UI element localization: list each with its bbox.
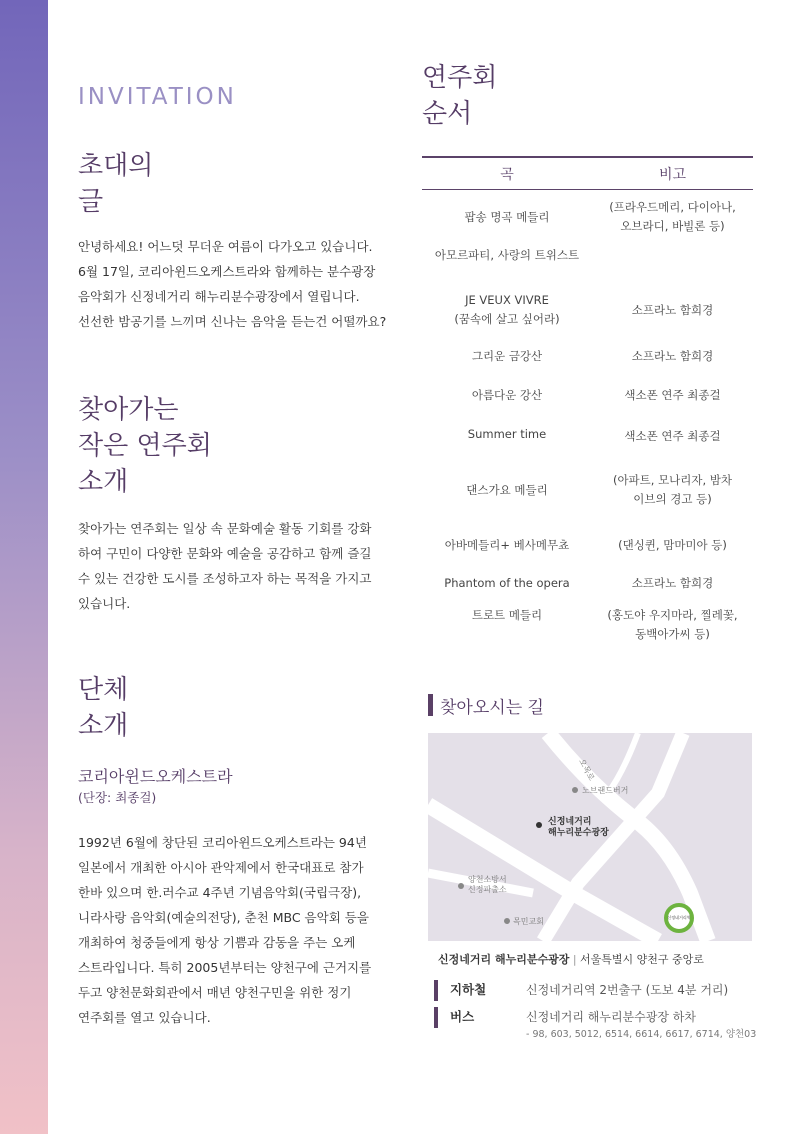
bus-label: 버스 [450, 1009, 475, 1024]
table-row [422, 190, 753, 244]
song-cell [422, 386, 592, 405]
text-line: 안녕하세요! 어느덧 무더운 여름이 다가오고 있습니다. [78, 239, 373, 254]
table-row [422, 244, 753, 284]
text-line: 음악회가 신정네거리 해누리분수광장에서 열립니다. [78, 289, 360, 304]
text-line: 찾아가는 연주회는 일상 속 문화예술 활동 기회를 강화 [78, 521, 372, 536]
song-cell [422, 347, 592, 366]
table-row [422, 414, 753, 454]
text-line: 1992년 6월에 창단된 코리아윈드오케스트라는 94년 [78, 835, 367, 850]
song-cell [422, 208, 592, 227]
directions-title-text: 찾아오시는 길 [440, 697, 544, 718]
concert-intro-text [78, 516, 371, 616]
separator: | [569, 953, 581, 966]
table-header [422, 158, 753, 189]
song-cell [422, 244, 592, 265]
text-line: 선선한 밤공기를 느끼며 신나는 음악을 듣는건 어떨까요? [78, 314, 387, 329]
note-cell [592, 386, 753, 405]
info-bar [434, 980, 438, 1001]
group-intro-title-line: 단체 [78, 675, 129, 705]
table-row [422, 376, 753, 414]
table-row [422, 284, 753, 336]
group-intro-title-line: 소개 [78, 711, 129, 741]
text-line: 6월 17일, 코리아윈드오케스트라와 함께하는 분수광장 [78, 264, 376, 279]
program-title [422, 60, 497, 132]
bus-value: 신정네거리 해누리분수광장 하차 [526, 1010, 696, 1024]
venue-name: 신정네거리 해누리분수광장 [438, 953, 570, 966]
address-text: 서울특별시 양천구 중앙로 [580, 953, 704, 966]
note-text: 색소폰 연주 최종걸 [624, 387, 721, 402]
program-title-line: 연주회 [422, 63, 498, 93]
song-text: 댄스가요 메들리 [466, 482, 548, 497]
table-row [422, 526, 753, 564]
text-line: 수 있는 건강한 도시를 조성하고자 하는 목적을 가지고 [78, 571, 372, 586]
greeting-title-line: 초대의 [78, 151, 154, 181]
program-table [422, 156, 753, 654]
song-text: (꿈속에 살고 싶어라) [454, 312, 560, 326]
concert-intro-title-line: 작은 연주회 [78, 431, 212, 461]
landmark-label-line: 신정파출소 [468, 885, 507, 894]
note-cell [592, 198, 753, 236]
song-text: 그리운 금강산 [471, 348, 543, 363]
song-cell [422, 536, 592, 555]
greeting-title [78, 148, 153, 220]
note-cell [592, 423, 753, 446]
note-text: (프라우드메리, 다이아나, [609, 200, 736, 214]
note-cell [592, 301, 753, 320]
venue-label [548, 817, 609, 839]
note-cell [592, 536, 753, 555]
note-cell [592, 574, 753, 593]
invitation-heading: INVITATION [78, 84, 237, 110]
location-map[interactable] [428, 733, 752, 941]
text-line: 두고 양천문화회관에서 매년 양천구민을 위한 정기 [78, 985, 352, 1000]
landmark-dot [504, 918, 510, 924]
note-text: 소프라노 함희경 [631, 302, 714, 317]
landmark-label: 노브랜드버거 [582, 786, 629, 795]
song-cell [422, 291, 592, 329]
note-text: 이브의 경고 등) [633, 492, 712, 506]
text-line: 일본에서 개최한 아시아 관악제에서 한국대표로 참가 [78, 860, 364, 875]
landmark-label-line: 양천소방서 [468, 875, 507, 884]
directions-title [428, 693, 544, 717]
venue-address [438, 951, 704, 967]
map-road [608, 733, 638, 793]
note-text: 소프라노 함희경 [631, 348, 714, 363]
station-label: 신정네거리역 [667, 915, 691, 920]
group-intro-text [78, 830, 371, 1030]
note-text: (홍도야 우지마라, 찔레꽃, [607, 608, 738, 622]
song-text: 트로트 메들리 [471, 608, 543, 622]
concert-intro-title-line: 소개 [78, 467, 129, 497]
subway-label: 지하철 [450, 982, 487, 997]
concert-intro-title [78, 392, 212, 500]
note-text: 색소폰 연주 최종걸 [624, 428, 721, 443]
venue-label-line: 해누리분수광장 [548, 828, 609, 838]
subway-station-marker [664, 903, 694, 933]
text-line: 있습니다. [78, 596, 131, 611]
landmark-label: 목민교회 [513, 917, 544, 926]
title-bar [428, 694, 433, 716]
text-line: 개최하여 청중들에게 항상 기쁨과 감동을 주는 오케 [78, 935, 356, 950]
table-row [422, 454, 753, 526]
landmark-dot [572, 787, 578, 793]
text-line: 한바 있으며 한.러수교 4주년 기념음악회(국립극장), [78, 885, 362, 900]
venue-dot [536, 822, 542, 828]
song-text: Summer time [467, 426, 547, 441]
bus-routes: - 98, 603, 5012, 6514, 6614, 6617, 6714, 양천03 [526, 1029, 757, 1040]
landmark-dot [458, 883, 464, 889]
note-cell [592, 471, 753, 509]
note-text: 동백아가씨 등) [635, 627, 710, 641]
subway-value: 신정네거리역 2번출구 (도보 4분 거리) [526, 983, 729, 997]
note-cell [592, 602, 753, 644]
table-row [422, 602, 753, 654]
song-cell [422, 481, 592, 500]
road-label: 오목로 [577, 757, 597, 783]
song-cell [422, 574, 592, 593]
orchestra-leader: (단장: 최종걸) [78, 790, 157, 805]
note-text: (댄싱퀸, 맘마미아 등) [618, 537, 727, 552]
note-text: (아파트, 모나리자, 밤차 [612, 473, 733, 487]
header-note: 비고 [658, 166, 687, 183]
header-song: 곡 [500, 166, 514, 183]
text-line: 스트라입니다. 특히 2005년부터는 양천구에 근거지를 [78, 960, 372, 975]
group-intro-title [78, 672, 128, 744]
table-row [422, 564, 753, 602]
song-cell [422, 602, 592, 625]
note-cell [592, 347, 753, 366]
table-row [422, 336, 753, 376]
text-line: 니라사랑 음악회(예술의전당), 춘천 MBC 음악회 등을 [78, 910, 369, 925]
note-text: 소프라노 함희경 [631, 575, 714, 590]
text-line: 연주회를 열고 있습니다. [78, 1010, 211, 1025]
bus-info [434, 1006, 756, 1042]
concert-intro-title-line: 찾아가는 [78, 395, 179, 425]
note-text: 오브라디, 바빌론 등) [620, 219, 725, 233]
orchestra-name: 코리아윈드오케스트라 [78, 767, 233, 786]
subway-info [434, 979, 728, 1001]
song-cell [422, 425, 592, 444]
greeting-title-line: 글 [78, 187, 104, 217]
text-line: 하여 구민이 다양한 문화와 예술을 공감하고 함께 즐길 [78, 546, 372, 561]
song-text: 아름다운 강산 [471, 387, 543, 402]
landmark-label [468, 875, 507, 895]
greeting-text [78, 234, 386, 334]
venue-label-line: 신정네거리 [548, 817, 592, 827]
song-text: JE VEUX VIVRE [465, 293, 549, 307]
song-text: 아모르파티, 사랑의 트위스트 [434, 248, 580, 262]
bus-detail [526, 1006, 756, 1042]
program-title-line: 순서 [422, 99, 473, 129]
song-text: 팝송 명곡 메들리 [464, 209, 550, 224]
song-text: Phantom of the opera [444, 575, 570, 590]
song-text: 아바메들리+ 베사메무쵸 [444, 537, 570, 552]
side-gradient-bar [0, 0, 48, 1134]
info-bar [434, 1007, 438, 1028]
